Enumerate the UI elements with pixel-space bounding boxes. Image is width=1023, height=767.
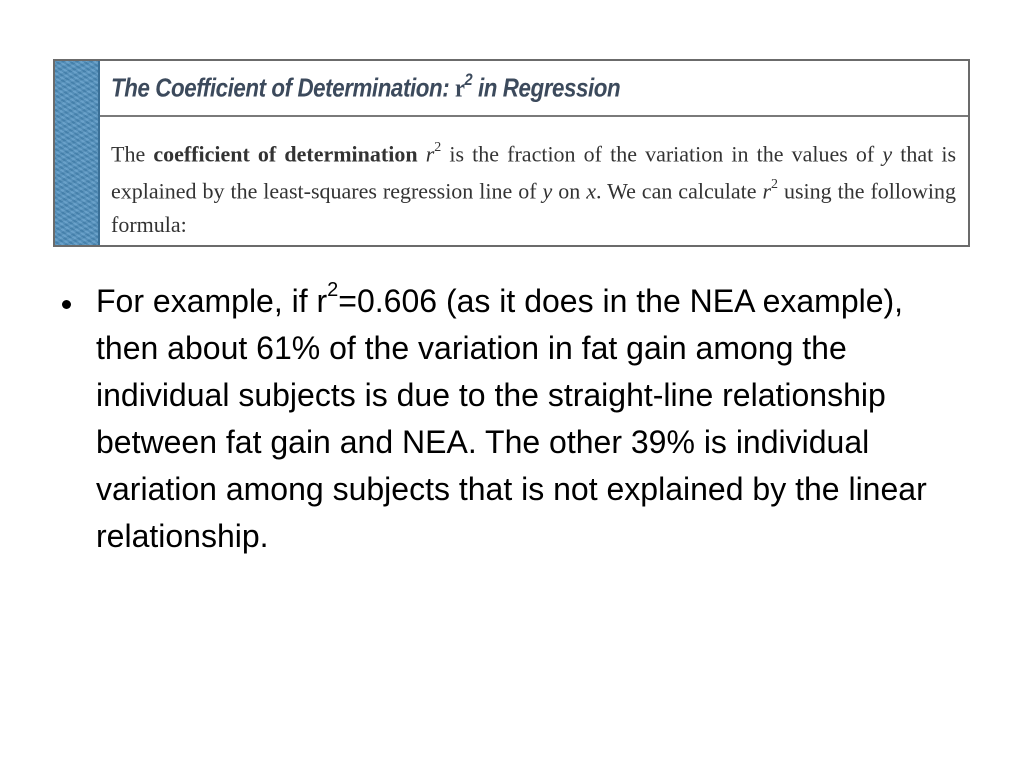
list-item xyxy=(60,278,965,560)
bullet-text: For example, if $r^2=0.606$ (as it does in the NEA example), then about 61% of the variation in fat gain among the individual subjects is due to the straight-line relationship between fat gain and NEA. The other 39% is individual variation among subjects that is not explained by the linear relationship. xyxy=(96,279,927,554)
bullet-list xyxy=(60,278,965,560)
definition-title: The Coefficient of Determination: $r^2$ in Regression xyxy=(111,70,621,103)
decorative-stripe xyxy=(55,61,100,245)
definition-text: The coefficient of determination $r^2$ is the fraction of the variation in the values of y that is explained by the least-squares regression line of y on x. We can calculate $r^2$ using the following formula: xyxy=(111,140,957,237)
definition-body xyxy=(100,119,968,245)
definition-header xyxy=(100,61,968,117)
definition-box xyxy=(53,59,970,247)
bullet-icon xyxy=(62,300,71,309)
